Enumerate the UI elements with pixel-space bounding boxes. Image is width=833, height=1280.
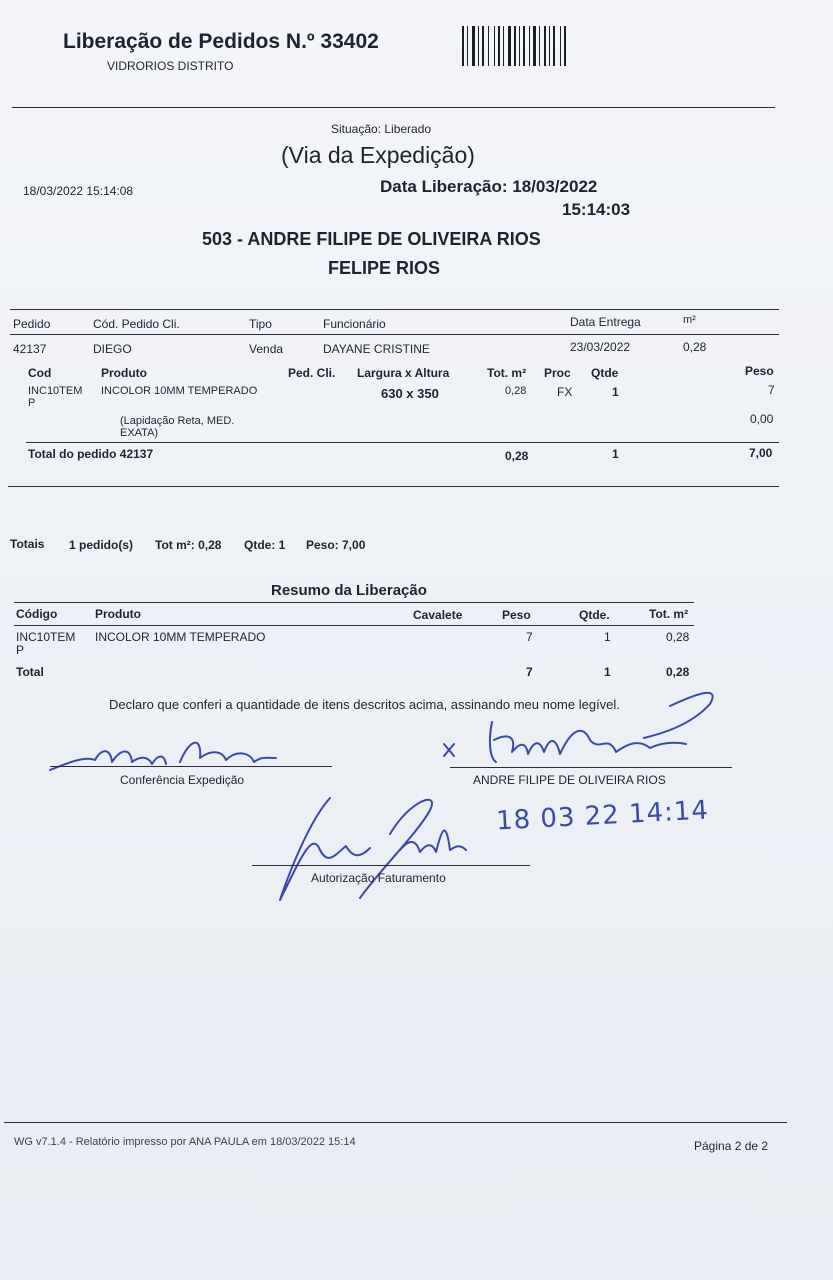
summary-total-qtde: 1 (604, 665, 611, 679)
divider (12, 107, 775, 108)
item-note-line2: EXATA) (120, 427, 159, 439)
barcode (462, 26, 597, 66)
col-header-data-entrega: Data Entrega (570, 315, 641, 329)
row-funcionario: DAYANE CRISTINE (323, 342, 430, 356)
col-header-cod-pedido-cli: Cód. Pedido Cli. (93, 317, 180, 331)
row-data-entrega: 23/03/2022 (570, 340, 631, 354)
client-signature-name: ANDRE FILIPE DE OLIVEIRA RIOS (473, 773, 666, 787)
item-note-peso: 0,00 (750, 412, 774, 426)
summary-total-label: Total (16, 665, 44, 679)
totals-tot-m2: Tot m²: 0,28 (155, 538, 222, 552)
declaration-text: Declaro que conferi a quantidade de itens descritos acima, assinando meu nome legível. (109, 697, 620, 712)
summary-produto: INCOLOR 10MM TEMPERADO (95, 630, 266, 644)
item-peso: 7 (768, 383, 775, 397)
header-rule (10, 334, 779, 335)
item-header-peso: Peso (745, 364, 774, 378)
autorizacao-label: Autorização Faturamento (311, 871, 446, 885)
page-number: Página 2 de 2 (694, 1139, 769, 1153)
summary-tot-m2: 0,28 (666, 630, 690, 644)
item-header-ped-cli: Ped. Cli. (288, 366, 336, 380)
col-header-funcionario: Funcionário (323, 317, 386, 331)
order-total-qtde: 1 (612, 447, 619, 461)
subtotal-rule (26, 442, 779, 443)
row-tipo: Venda (249, 342, 284, 356)
conferencia-label: Conferência Expedição (120, 773, 245, 787)
item-qtde: 1 (612, 385, 619, 399)
order-total-peso: 7,00 (749, 446, 773, 460)
summary-title: Resumo da Liberação (271, 582, 427, 599)
release-time: 15:14:03 (562, 200, 631, 219)
order-total-label: Total do pedido 42137 (28, 447, 154, 461)
signature-line-expedicao (50, 766, 332, 767)
totals-label: Totais (10, 537, 45, 551)
summary-header-rule (14, 625, 694, 626)
summary-header-qtde: Qtde. (579, 608, 610, 622)
summary-total-peso: 7 (526, 665, 533, 679)
summary-header-cavalete: Cavalete (413, 608, 463, 622)
item-header-produto: Produto (101, 366, 147, 380)
summary-header-produto: Produto (95, 607, 141, 621)
item-header-proc: Proc (544, 366, 571, 380)
company-name: VIDRORIOS DISTRITO (107, 59, 234, 73)
summary-peso: 7 (526, 630, 533, 644)
print-timestamp: 18/03/2022 15:14:08 (23, 184, 134, 198)
totals-pedidos: 1 pedido(s) (69, 538, 134, 552)
item-header-cod: Cod (28, 366, 52, 380)
table-top-rule (10, 309, 779, 310)
signature-line-client (450, 767, 732, 768)
authorization-signature (250, 790, 530, 910)
totals-qtde: Qtde: 1 (244, 538, 286, 552)
item-produto: INCOLOR 10MM TEMPERADO (101, 385, 258, 397)
document-title: Liberação de Pedidos N.º 33402 (63, 30, 379, 53)
via-label: (Via da Expedição) (281, 142, 475, 168)
client-signature (430, 682, 730, 772)
status-text: Situação: Liberado (331, 122, 432, 136)
table-bottom-rule (8, 486, 779, 487)
totals-peso: Peso: 7,00 (306, 538, 366, 552)
item-header-tot-m2: Tot. m² (487, 366, 527, 380)
handwritten-date: 18 03 22 14:14 (495, 795, 710, 837)
footer-rule (4, 1122, 787, 1123)
client-name: 503 - ANDRE FILIPE DE OLIVEIRA RIOS (202, 229, 541, 249)
item-header-largura-altura: Largura x Altura (357, 366, 450, 380)
row-cod-pedido-cli: DIEGO (93, 342, 132, 356)
item-proc: FX (557, 385, 573, 399)
col-header-pedido: Pedido (13, 317, 51, 331)
row-pedido: 42137 (13, 342, 47, 356)
item-cod-line2: P (28, 397, 36, 409)
order-total-m2: 0,28 (505, 449, 529, 463)
summary-top-rule (14, 602, 694, 603)
signature-line-autorizacao (252, 865, 530, 866)
summary-total-tot-m2: 0,28 (666, 665, 690, 679)
client-nickname: FELIPE RIOS (328, 258, 441, 278)
item-tot-m2: 0,28 (505, 385, 527, 397)
item-note-line1: (Lapidação Reta, MED. (120, 415, 235, 427)
summary-qtde: 1 (604, 630, 611, 644)
summary-header-tot-m2: Tot. m² (649, 607, 689, 621)
summary-header-peso: Peso (502, 608, 531, 622)
row-m2: 0,28 (683, 340, 707, 354)
release-date: Data Liberação: 18/03/2022 (380, 177, 598, 196)
summary-codigo-line1: INC10TEM (16, 630, 76, 644)
item-dimensions: 630 x 350 (381, 386, 439, 401)
col-header-m2: m² (683, 314, 696, 326)
summary-codigo-line2: P (16, 643, 25, 657)
item-header-qtde: Qtde (591, 366, 619, 380)
footer-report-info: WG v7.1.4 - Relatório impresso por ANA PAULA em 18/03/2022 15:14 (14, 1136, 356, 1148)
col-header-tipo: Tipo (249, 317, 272, 331)
summary-header-codigo: Código (16, 607, 58, 621)
item-cod-line1: INC10TEM (28, 385, 83, 397)
